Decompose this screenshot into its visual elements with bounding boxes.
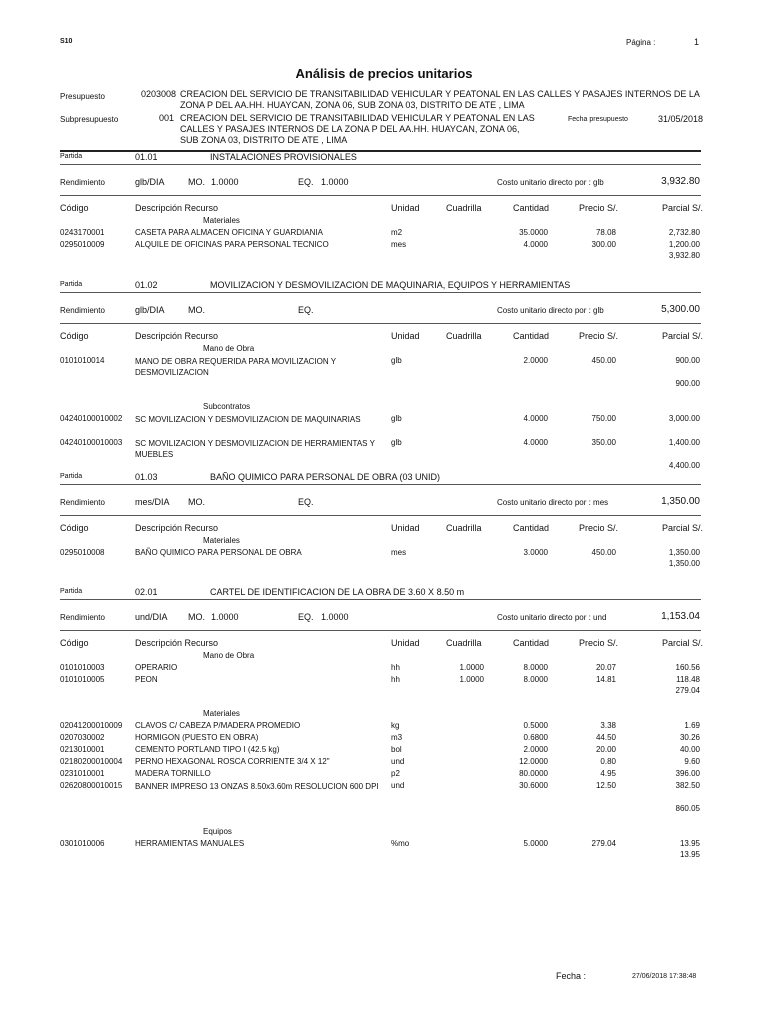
cost-value: 1,153.04 bbox=[661, 611, 700, 622]
resource-precio: 450.00 bbox=[591, 548, 616, 557]
resource-code: 0243170001 bbox=[60, 228, 105, 237]
partida-code: 01.01 bbox=[135, 152, 158, 162]
partida-code: 02.01 bbox=[135, 587, 158, 597]
resource-code: 0295010009 bbox=[60, 240, 105, 249]
col-unidad: Unidad bbox=[391, 203, 420, 213]
resource-precio: 3.38 bbox=[600, 721, 616, 730]
resource-precio: 20.00 bbox=[595, 745, 616, 754]
partida-label: Partida bbox=[60, 473, 83, 480]
resource-precio: 4.95 bbox=[600, 769, 616, 778]
col-cuadrilla: Cuadrilla bbox=[446, 203, 482, 213]
resource-desc: SC MOVILIZACION Y DESMOVILIZACION DE HERRAMIENTAS Y MUEBLES bbox=[135, 439, 375, 459]
resource-precio: 300.00 bbox=[591, 240, 616, 249]
group-subtotal: 900.00 bbox=[675, 379, 700, 388]
page-title: Análisis de precios unitarios bbox=[295, 66, 473, 81]
resource-unit: m2 bbox=[391, 228, 403, 237]
resource-desc: MANO DE OBRA REQUERIDA PARA MOVILIZACION Y DESMOVILIZACION bbox=[135, 357, 336, 377]
resource-desc: CLAVOS C/ CABEZA P/MADERA PROMEDIO bbox=[135, 721, 301, 730]
footer-fecha-label: Fecha : bbox=[556, 971, 587, 981]
resource-cantidad: 8.0000 bbox=[523, 663, 548, 672]
subpresupuesto-desc: CREACION DEL SERVICIO DE TRANSITABILIDAD VEHICULAR Y PEATONAL EN LAS CALLES Y PASAJES INTERNOS DE LA ZONA P DEL AA.HH. HUAYCAN, ZONA 06, SUB ZONA 03, DISTRITO DE ATE , LIMA bbox=[180, 113, 535, 145]
group-title: Materiales bbox=[203, 709, 240, 718]
resource-unit: und bbox=[391, 757, 405, 766]
col-precio: Precio S/. bbox=[579, 638, 619, 648]
cost-label: Costo unitario directo por : mes bbox=[497, 498, 609, 507]
resource-desc: SC MOVILIZACION Y DESMOVILIZACION DE MAQUINARIAS bbox=[135, 415, 361, 424]
resource-code: 02620800010015 bbox=[60, 781, 123, 790]
resource-parcial: 9.60 bbox=[684, 757, 700, 766]
group-title: Subcontratos bbox=[203, 402, 251, 411]
resource-code: 0101010005 bbox=[60, 675, 105, 684]
resource-cantidad: 35.0000 bbox=[519, 228, 548, 237]
partida-divider bbox=[60, 484, 701, 485]
rendimiento-label: Rendimiento bbox=[60, 178, 105, 187]
col-parcial: Parcial S/. bbox=[662, 331, 704, 341]
col-parcial: Parcial S/. bbox=[662, 523, 704, 533]
col-unidad: Unidad bbox=[391, 523, 420, 533]
col-cantidad: Cantidad bbox=[513, 203, 550, 213]
eq-label: EQ. bbox=[298, 305, 314, 315]
presupuesto-label: Presupuesto bbox=[60, 92, 105, 101]
group-subtotal: 3,932.80 bbox=[668, 251, 700, 260]
col-codigo: Código bbox=[60, 523, 89, 533]
resource-cantidad: 12.0000 bbox=[519, 757, 548, 766]
resource-precio: 12.50 bbox=[595, 781, 616, 790]
resource-parcial: 396.00 bbox=[675, 769, 700, 778]
partida-name: BAÑO QUIMICO PARA PERSONAL DE OBRA (03 UNID) bbox=[210, 472, 441, 482]
col-unidad: Unidad bbox=[391, 638, 420, 648]
partida-name: MOVILIZACION Y DESMOVILIZACION DE MAQUINARIA, EQUIPOS Y HERRAMIENTAS bbox=[210, 280, 571, 290]
report-code: S10 bbox=[60, 38, 73, 45]
partida-divider bbox=[60, 292, 701, 293]
resource-precio: 14.81 bbox=[595, 675, 616, 684]
rendimiento-label: Rendimiento bbox=[60, 498, 105, 507]
resource-parcial: 900.00 bbox=[675, 356, 700, 365]
resource-unit: glb bbox=[391, 356, 402, 365]
resource-parcial: 3,000.00 bbox=[668, 414, 700, 423]
resource-cantidad: 0.5000 bbox=[523, 721, 548, 730]
resource-code: 02041200010009 bbox=[60, 721, 123, 730]
resource-precio: 78.08 bbox=[595, 228, 616, 237]
resource-unit: kg bbox=[391, 721, 400, 730]
resource-parcial: 160.56 bbox=[675, 663, 700, 672]
col-cantidad: Cantidad bbox=[513, 638, 550, 648]
resource-cuadrilla: 1.0000 bbox=[459, 663, 484, 672]
resource-precio: 44.50 bbox=[595, 733, 616, 742]
col-cuadrilla: Cuadrilla bbox=[446, 638, 482, 648]
rendimiento-unit: glb/DIA bbox=[135, 305, 165, 315]
cost-label: Costo unitario directo por : glb bbox=[497, 178, 604, 187]
resource-code: 0301010006 bbox=[60, 839, 105, 848]
mo-label: MO. bbox=[188, 177, 205, 187]
mo-value: 1.0000 bbox=[211, 177, 239, 187]
col-cantidad: Cantidad bbox=[513, 523, 550, 533]
mo-label: MO. bbox=[188, 612, 205, 622]
partida-divider bbox=[60, 599, 701, 600]
resource-code: 02180200010004 bbox=[60, 757, 123, 766]
col-codigo: Código bbox=[60, 203, 89, 213]
cost-value: 3,932.80 bbox=[661, 176, 700, 187]
resource-precio: 450.00 bbox=[591, 356, 616, 365]
partida-label: Partida bbox=[60, 281, 83, 288]
column-header-divider bbox=[60, 515, 701, 516]
column-header-divider bbox=[60, 630, 701, 631]
resource-desc: BANNER IMPRESO 13 ONZAS 8.50x3.60m RESOLUCION 600 DPI bbox=[135, 782, 379, 791]
resource-precio: 750.00 bbox=[591, 414, 616, 423]
resource-precio: 279.04 bbox=[591, 839, 616, 848]
cost-value: 5,300.00 bbox=[661, 304, 700, 315]
resource-unit: %mo bbox=[391, 839, 410, 848]
eq-label: EQ. bbox=[298, 612, 314, 622]
group-subtotal: 860.05 bbox=[675, 804, 700, 813]
group-subtotal: 279.04 bbox=[675, 686, 700, 695]
rendimiento-label: Rendimiento bbox=[60, 306, 105, 315]
rendimiento-unit: mes/DIA bbox=[135, 497, 170, 507]
group-subtotal: 4,400.00 bbox=[668, 461, 700, 470]
resource-code: 04240100010002 bbox=[60, 414, 123, 423]
resource-desc: CEMENTO PORTLAND TIPO I (42.5 kg) bbox=[135, 745, 280, 754]
resource-code: 0213010001 bbox=[60, 745, 105, 754]
resource-unit: bol bbox=[391, 745, 402, 754]
eq-value: 1.0000 bbox=[321, 177, 349, 187]
col-cuadrilla: Cuadrilla bbox=[446, 523, 482, 533]
col-parcial: Parcial S/. bbox=[662, 638, 704, 648]
resource-parcial: 40.00 bbox=[679, 745, 700, 754]
group-title: Mano de Obra bbox=[203, 344, 255, 353]
resource-cantidad: 4.0000 bbox=[523, 414, 548, 423]
resource-cuadrilla: 1.0000 bbox=[459, 675, 484, 684]
resource-unit: glb bbox=[391, 414, 402, 423]
resource-code: 0295010008 bbox=[60, 548, 105, 557]
col-codigo: Código bbox=[60, 638, 89, 648]
resource-cantidad: 80.0000 bbox=[519, 769, 548, 778]
resource-desc: BAÑO QUIMICO PARA PERSONAL DE OBRA bbox=[135, 548, 302, 557]
group-subtotal: 13.95 bbox=[679, 850, 700, 859]
mo-label: MO. bbox=[188, 497, 205, 507]
presupuesto-desc: CREACION DEL SERVICIO DE TRANSITABILIDAD VEHICULAR Y PEATONAL EN LAS CALLES Y PASAJES INTERNOS DE LA ZONA P DEL AA.HH. HUAYCAN, ZONA 06, SUB ZONA 03, DISTRITO DE ATE , LIMA bbox=[180, 89, 700, 110]
col-precio: Precio S/. bbox=[579, 523, 619, 533]
resource-precio: 20.07 bbox=[595, 663, 616, 672]
presupuesto-code: 0203008 bbox=[141, 89, 177, 99]
resource-unit: mes bbox=[391, 548, 407, 557]
rendimiento-label: Rendimiento bbox=[60, 613, 105, 622]
resource-unit: m3 bbox=[391, 733, 403, 742]
col-precio: Precio S/. bbox=[579, 203, 619, 213]
partida-name: CARTEL DE IDENTIFICACION DE LA OBRA DE 3.60 X 8.50 m bbox=[210, 587, 465, 597]
partida-divider bbox=[60, 164, 701, 165]
resource-desc: PEON bbox=[135, 675, 158, 684]
resource-cantidad: 2.0000 bbox=[523, 356, 548, 365]
resource-cantidad: 4.0000 bbox=[523, 438, 548, 447]
col-parcial: Parcial S/. bbox=[662, 203, 704, 213]
col-descripcion: Descripción Recurso bbox=[135, 331, 219, 341]
page-number: 1 bbox=[694, 37, 700, 47]
eq-label: EQ. bbox=[298, 177, 314, 187]
group-title: Materiales bbox=[203, 536, 240, 545]
resource-parcial: 118.48 bbox=[676, 675, 700, 684]
resource-code: 0231010001 bbox=[60, 769, 105, 778]
resource-parcial: 1.69 bbox=[684, 721, 700, 730]
resource-unit: p2 bbox=[391, 769, 400, 778]
partida-label: Partida bbox=[60, 153, 83, 160]
col-codigo: Código bbox=[60, 331, 89, 341]
resource-parcial: 13.95 bbox=[679, 839, 700, 848]
cost-label: Costo unitario directo por : glb bbox=[497, 306, 604, 315]
group-title: Materiales bbox=[203, 216, 240, 225]
resource-desc: ALQUILE DE OFICINAS PARA PERSONAL TECNICO bbox=[135, 240, 329, 249]
rendimiento-unit: und/DIA bbox=[135, 612, 168, 622]
resource-cantidad: 30.6000 bbox=[519, 781, 548, 790]
rendimiento-unit: glb/DIA bbox=[135, 177, 165, 187]
fecha-presupuesto-label: Fecha presupuesto bbox=[568, 116, 628, 123]
resource-cantidad: 4.0000 bbox=[523, 240, 548, 249]
resource-cantidad: 3.0000 bbox=[523, 548, 548, 557]
col-cantidad: Cantidad bbox=[513, 331, 550, 341]
resource-unit: und bbox=[391, 781, 405, 790]
resource-cantidad: 8.0000 bbox=[523, 675, 548, 684]
cost-value: 1,350.00 bbox=[661, 496, 700, 507]
group-subtotal: 1,350.00 bbox=[668, 559, 700, 568]
column-header-divider bbox=[60, 323, 701, 324]
fecha-presupuesto-value: 31/05/2018 bbox=[658, 114, 704, 124]
resource-desc: HORMIGON (PUESTO EN OBRA) bbox=[135, 733, 259, 742]
col-descripcion: Descripción Recurso bbox=[135, 523, 219, 533]
col-unidad: Unidad bbox=[391, 331, 420, 341]
resource-parcial: 1,400.00 bbox=[668, 438, 700, 447]
resource-unit: hh bbox=[391, 675, 400, 684]
partida-code: 01.03 bbox=[135, 472, 158, 482]
resource-precio: 350.00 bbox=[591, 438, 616, 447]
resource-code: 0207030002 bbox=[60, 733, 105, 742]
resource-parcial: 1,350.00 bbox=[668, 548, 700, 557]
resource-cantidad: 5.0000 bbox=[523, 839, 548, 848]
partida-label: Partida bbox=[60, 588, 83, 595]
partida-name: INSTALACIONES PROVISIONALES bbox=[210, 152, 357, 162]
resource-desc: HERRAMIENTAS MANUALES bbox=[135, 839, 245, 848]
footer-fecha-value: 27/06/2018 17:38:48 bbox=[632, 973, 697, 980]
col-cuadrilla: Cuadrilla bbox=[446, 331, 482, 341]
subpresupuesto-code: 001 bbox=[159, 113, 175, 123]
resource-desc: PERNO HEXAGONAL ROSCA CORRIENTE 3/4 X 12" bbox=[135, 757, 330, 766]
resource-cantidad: 2.0000 bbox=[523, 745, 548, 754]
mo-value: 1.0000 bbox=[211, 612, 239, 622]
col-descripcion: Descripción Recurso bbox=[135, 203, 219, 213]
subpresupuesto-label: Subpresupuesto bbox=[60, 115, 119, 124]
resource-code: 0101010003 bbox=[60, 663, 105, 672]
resource-precio: 0.80 bbox=[600, 757, 616, 766]
col-precio: Precio S/. bbox=[579, 331, 619, 341]
resource-desc: MADERA TORNILLO bbox=[135, 769, 211, 778]
eq-value: 1.0000 bbox=[321, 612, 349, 622]
resource-unit: mes bbox=[391, 240, 407, 249]
resource-unit: glb bbox=[391, 438, 402, 447]
resource-parcial: 30.26 bbox=[679, 733, 700, 742]
mo-label: MO. bbox=[188, 305, 205, 315]
resource-code: 0101010014 bbox=[60, 356, 105, 365]
col-descripcion: Descripción Recurso bbox=[135, 638, 219, 648]
resource-parcial: 382.50 bbox=[675, 781, 700, 790]
resource-unit: hh bbox=[391, 663, 400, 672]
group-title: Mano de Obra bbox=[203, 651, 255, 660]
cost-label: Costo unitario directo por : und bbox=[497, 613, 607, 622]
resource-parcial: 1,200.00 bbox=[668, 240, 700, 249]
column-header-divider bbox=[60, 195, 701, 196]
resource-cantidad: 0.6800 bbox=[523, 733, 548, 742]
resource-code: 04240100010003 bbox=[60, 438, 123, 447]
page-label: Página : bbox=[626, 38, 656, 47]
group-title: Equipos bbox=[203, 827, 232, 836]
resource-parcial: 2,732.80 bbox=[668, 228, 700, 237]
resource-desc: CASETA PARA ALMACEN OFICINA Y GUARDIANIA bbox=[135, 228, 323, 237]
eq-label: EQ. bbox=[298, 497, 314, 507]
resource-desc: OPERARIO bbox=[135, 663, 178, 672]
partida-code: 01.02 bbox=[135, 280, 158, 290]
